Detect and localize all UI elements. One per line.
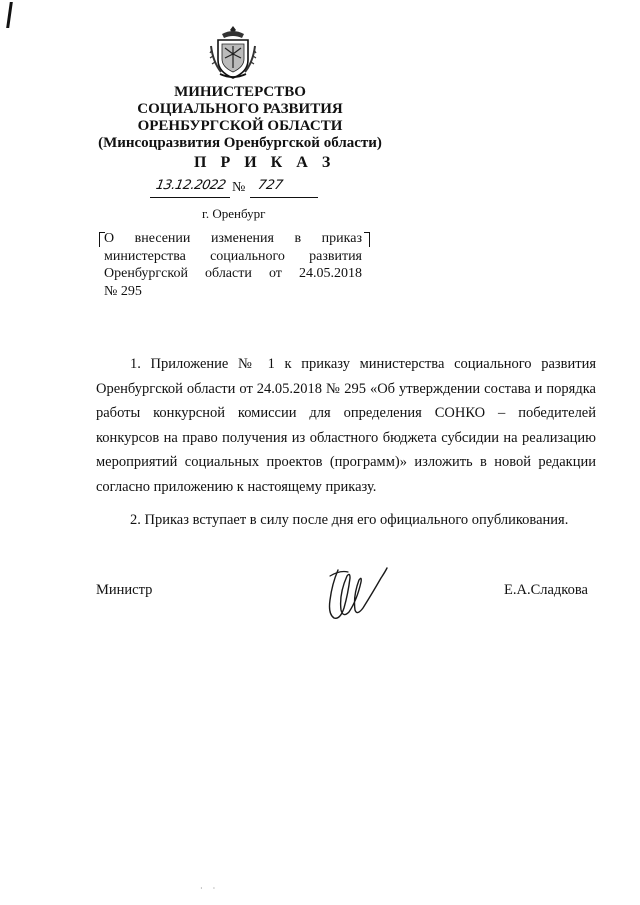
order-subject	[104, 230, 362, 300]
org-short-name: (Минсоцразвития Оренбургской области)	[98, 135, 382, 151]
organization-header	[60, 84, 420, 152]
body-paragraph-2: 2. Приказ вступает в силу после дня его официального опубликования.	[130, 512, 569, 528]
subject-line3: Оренбургской области от 24.05.2018	[104, 266, 362, 281]
org-name-line2: СОЦИАЛЬНОГО РАЗВИТИЯ	[137, 101, 343, 117]
subject-line4: № 295	[104, 283, 142, 299]
subject-line2: министерства социального развития	[104, 248, 362, 264]
order-number: 727	[256, 178, 285, 193]
subject-bracket-right	[364, 232, 370, 247]
signer-position: Министр	[96, 582, 153, 598]
org-name-line3: ОРЕНБУРГСКОЙ ОБЛАСТИ	[137, 118, 343, 134]
signer-name: Е.А.Сладкова	[504, 582, 588, 598]
number-underline	[250, 197, 318, 198]
scan-artifact-marks: · ·	[200, 884, 220, 893]
city-label: г. Оренбург	[202, 206, 266, 221]
subject-line1: О внесении изменения в приказ	[104, 231, 362, 246]
body-paragraph-1: 1. Приложение № 1 к приказу министерства социального развития Оренбургской области от 24.05.2018 № 295 «Об утверждении состава и порядка работы конкурсной комиссии для определения СОНКО – победителей конкурсов на право получения из областного бюджета субсидии на реализацию мероприятий социальных проектов (программ)» изложить в новой редакции согласно приложению к настоящему приказу.	[96, 356, 596, 495]
date-underline	[150, 197, 230, 198]
document-type-title: П Р И К А З	[194, 154, 336, 171]
order-date: 13.12.2022	[154, 178, 227, 193]
org-name-line1: МИНИСТЕРСТВО	[174, 84, 306, 100]
number-sign: №	[232, 180, 246, 195]
handwritten-signature-icon	[316, 562, 408, 626]
coat-of-arms-icon	[208, 24, 258, 80]
scan-corner-mark	[6, 2, 13, 28]
